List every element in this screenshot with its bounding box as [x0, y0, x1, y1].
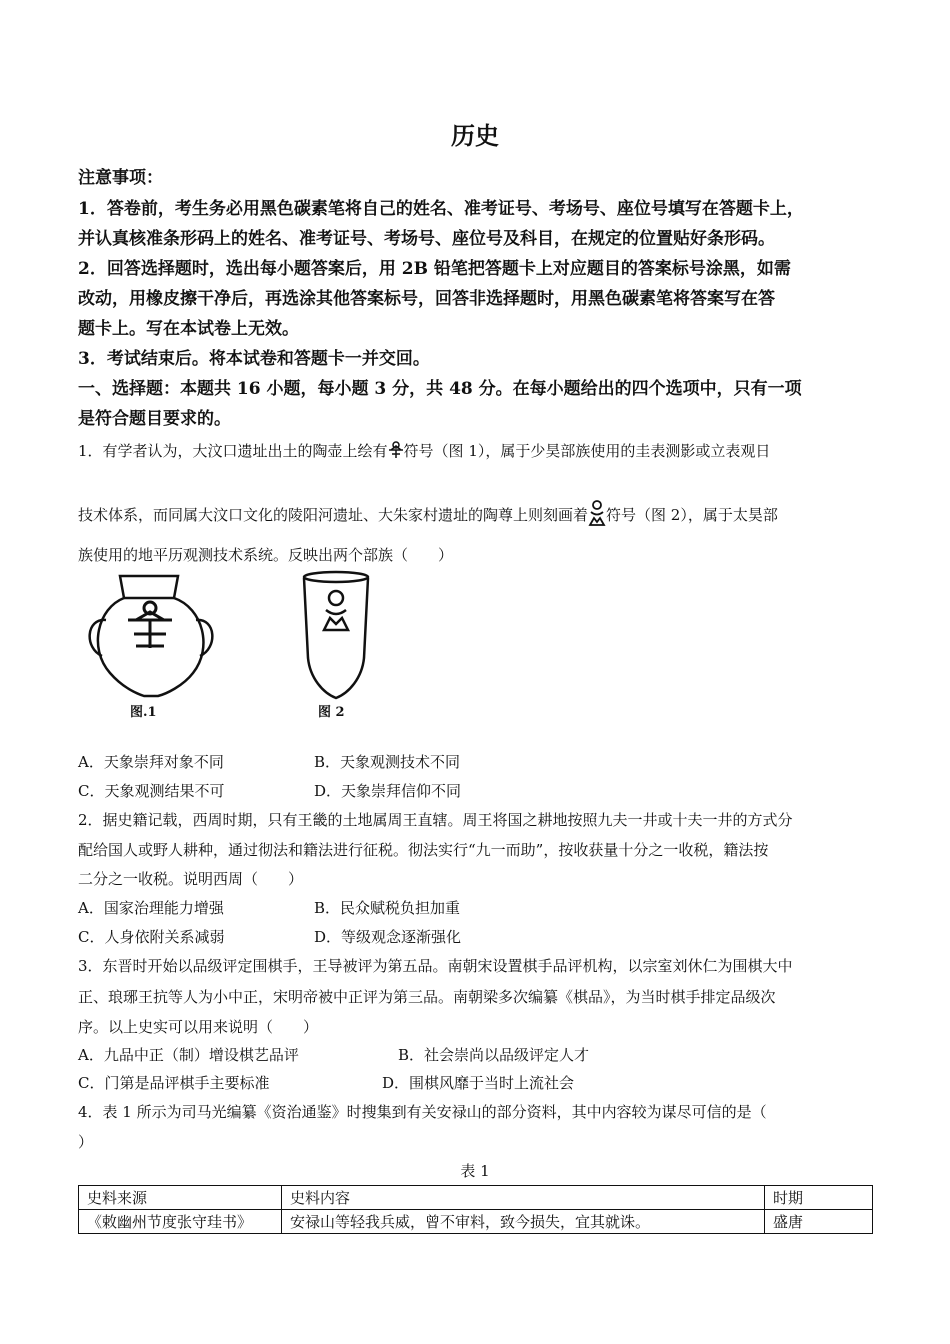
- notice-line: 2．回答选择题时，选出每小题答案后，用 2B 铅笔把答题卡上对应题目的答案标号涂黑，如需: [78, 259, 791, 279]
- figure-2-sun-moon-symbol: [324, 591, 348, 630]
- table-cell: 安禄山等轻我兵威，曾不审料，致今损失，宜其就诛。: [282, 1210, 765, 1234]
- sun-pole-symbol-icon: [388, 441, 404, 463]
- figure-1-label: 图.1: [130, 705, 157, 720]
- notice-line: 题卡上。写在本试卷上无效。: [78, 319, 299, 339]
- q2-option-b: B．民众赋税负担加重: [314, 899, 461, 917]
- question-3-text: 序。以上史实可以用来说明（ ）: [78, 1018, 319, 1036]
- question-1-figures: [78, 568, 398, 723]
- notice-line: 1．答卷前，考生务必用黑色碳素笔将自己的姓名、准考证号、考场号、座位号填写在答题卡上，: [78, 199, 804, 219]
- question-1-text: 技术体系，而同属大汶口文化的陵阳河遗址、大朱家村遗址的陶尊上则刻画着 符号（图 2），属于太昊部: [78, 500, 778, 532]
- notice-line: 改动，用橡皮擦干净后，再选涂其他答案标号，回答非选择题时，用黑色碳素笔将答案写在答: [78, 289, 775, 309]
- table-header-cell: 时期: [765, 1186, 873, 1210]
- sun-moon-mountain-symbol-icon: [588, 500, 606, 532]
- question-3-text: 正、琅琊王抗等人为小中正，宋明帝被中正评为第三品。南朝梁多次编纂《棋品》，为当时棋手排定品级次: [78, 988, 776, 1006]
- q2-option-c: C．人身依附关系减弱: [78, 928, 225, 946]
- question-2-text: 二分之一收税。说明西周（ ）: [78, 870, 304, 888]
- pottery-illustration: [78, 568, 398, 723]
- figure-2-label: 图 2: [318, 705, 345, 720]
- question-1-text: 1．有学者认为，大汶口遗址出土的陶壶上绘有 符号（图 1），属于少昊部族使用的圭表测影或立表观日: [78, 440, 770, 463]
- notice-line: 3．考试结束后。将本试卷和答题卡一并交回。: [78, 349, 430, 369]
- table-caption: 表 1: [460, 1162, 490, 1180]
- question-4-text: 4．表 1 所示为司马光编纂《资治通鉴》时搜集到有关安禄山的部分资料，其中内容较为谋尽可信的是（: [78, 1103, 767, 1121]
- source-table: [78, 1185, 873, 1234]
- q1-option-b: B．天象观测技术不同: [314, 753, 461, 771]
- q2-option-a: A．国家治理能力增强: [78, 899, 224, 917]
- q3-option-a: A．九品中正（制）增设棋艺品评: [78, 1046, 299, 1064]
- question-2-text: 配给国人或野人耕种，通过彻法和籍法进行征税。彻法实行“九一而助”，按收获量十分之一收税，籍法按: [78, 841, 769, 859]
- table-header-cell: 史料来源: [79, 1186, 282, 1210]
- question-4-text: ）: [78, 1133, 94, 1151]
- q3-option-c: C．门第是品评棋手主要标准: [78, 1074, 270, 1092]
- q2-option-d: D．等级观念逐渐强化: [314, 928, 462, 946]
- question-2-text: 2．据史籍记载，西周时期，只有王畿的土地属周王直辖。周王将国之耕地按照九夫一井或十夫一井的方式分: [78, 811, 793, 829]
- table-row: [79, 1210, 873, 1234]
- notice-line: 并认真核准条形码上的姓名、准考证号、考场号、座位号及科目，在规定的位置贴好条形码。: [78, 229, 775, 249]
- q3-option-d: D．围棋风靡于当时上流社会: [382, 1074, 575, 1092]
- table-header-cell: 史料内容: [282, 1186, 765, 1210]
- section-heading: 是符合题目要求的。: [78, 409, 231, 429]
- question-1-text: 族使用的地平历观测技术系统。反映出两个部族（ ）: [78, 546, 454, 564]
- q1-option-a: A．天象崇拜对象不同: [78, 753, 224, 771]
- figure-1-sun-symbol: [128, 602, 172, 648]
- question-3-text: 3．东晋时开始以品级评定围棋手，王导被评为第五品。南朝宋设置棋手品评机构，以宗室刘休仁为围棋大中: [78, 957, 793, 975]
- q1-option-c: C．天象观测结果不可: [78, 782, 225, 800]
- q3-option-b: B．社会崇尚以品级评定人才: [398, 1046, 590, 1064]
- q1-option-d: D．天象崇拜信仰不同: [314, 782, 462, 800]
- notice-heading: 注意事项：: [78, 168, 163, 188]
- table-cell: 盛唐: [765, 1210, 873, 1234]
- table-header-row: [79, 1186, 873, 1210]
- table-cell: 《敕幽州节度张守珪书》: [79, 1210, 282, 1234]
- page-title: 历史: [451, 121, 499, 150]
- section-heading: 一、选择题：本题共 16 小题，每小题 3 分，共 48 分。在每小题给出的四个选项中，只有一项: [78, 379, 802, 399]
